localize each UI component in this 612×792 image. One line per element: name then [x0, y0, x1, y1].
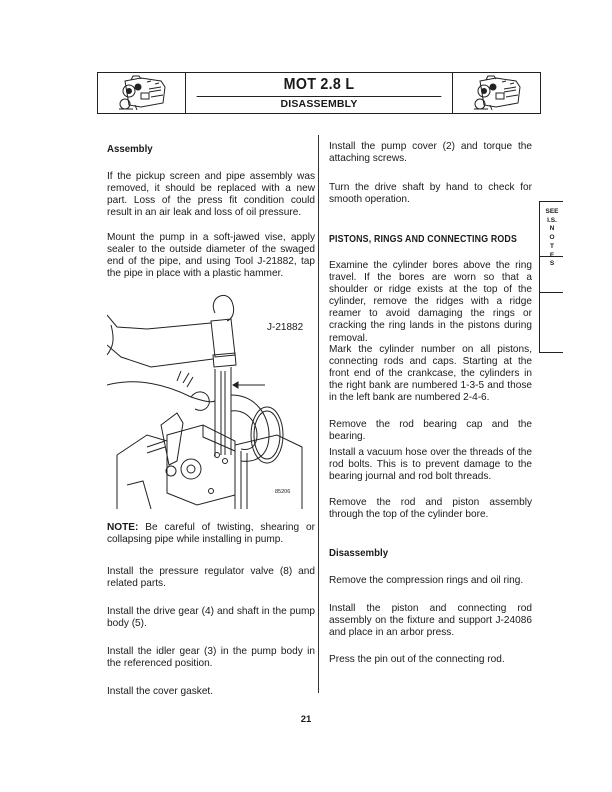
section-heading-pistons: PISTONS, RINGS AND CONNECTING RODS [329, 233, 518, 245]
side-tab-line: O [549, 234, 555, 242]
figure-pump-installation [107, 285, 312, 510]
page-number: 21 [300, 714, 312, 725]
tab-rule [540, 352, 563, 353]
side-tab-line: E [549, 251, 555, 259]
paragraph: Install the pump cover (2) and torque the attaching screws. [329, 141, 532, 165]
section-heading-assembly: Assembly [107, 143, 153, 155]
section-heading-disassembly: Disassembly [329, 547, 389, 559]
paragraph: Remove the rod bearing cap and the bearing. [329, 419, 532, 443]
tab-rule [540, 292, 563, 293]
figure-code: 85206 [275, 489, 291, 495]
paragraph: Turn the drive shaft by hand to check for smooth operation. [329, 182, 532, 206]
side-tab-line: T [550, 242, 554, 250]
paragraph: Remove the rod and piston assembly through the top of the cylinder bore. [329, 497, 532, 521]
engine-logo-right [452, 73, 540, 113]
step-paragraph: Install the pressure regulator valve (8) and related parts. [107, 566, 315, 590]
side-tab-line: SEE [545, 208, 559, 215]
paragraph: Install a vacuum hose over the threads of the rod bolts. This is to prevent damage to the bearing journal and rod bolt threads. [329, 447, 532, 483]
side-tab-label [541, 208, 563, 269]
paragraph: Press the pin out of the connecting rod. [329, 654, 505, 665]
page-title: MOT 2.8 L [197, 73, 442, 97]
engine-logo-left [98, 73, 186, 113]
see-is-notes-tab [539, 201, 563, 353]
header-title-block [186, 73, 452, 113]
note-paragraph [107, 522, 315, 546]
side-tab-line: N [549, 225, 555, 233]
step-paragraph: Install the cover gasket. [107, 686, 214, 697]
column-divider [318, 135, 319, 693]
paragraph: Mount the pump in a soft-jawed vise, apply sealer to the outside diameter of the swaged end of the pipe, and using Tool J-21882, tap the pipe in place with a plastic hammer. [107, 232, 315, 280]
paragraph: Mark the cylinder number on all pistons, connecting rods and caps. Starting at the front end of the crankcase, the cylinders in the right bank are numbered 1-3-5 and those in the left bank are numbered 2-4-6. [329, 344, 532, 404]
paragraph: If the pickup screen and pipe assembly was removed, it should be replaced with a new part. Loss of the press fit condition could result in an air leak and loss of oil pressure. [107, 171, 315, 219]
page-subtitle: DISASSEMBLY [280, 98, 358, 110]
paragraph: Remove the compression rings and oil ring. [329, 575, 524, 586]
side-tab-line: I.S. [547, 216, 557, 224]
paragraph: Examine the cylinder bores above the ring travel. If the bores are worn so that a shoulder or ridge exists at the top of the cylinder, remove the ridges with a ridge reamer to avoid damaging the rings or cracking the ring lands in the pistons during removal. [329, 260, 532, 344]
pump-illustration [107, 285, 312, 510]
figure-callout-label: J-21882 [267, 322, 304, 333]
note-text: Be careful of twisting, shearing or collapsing pipe while installing in pump. [107, 522, 315, 546]
page-header [97, 72, 541, 114]
step-paragraph: Install the idler gear (3) in the pump body in the referenced position. [107, 646, 315, 670]
tab-rule [540, 201, 563, 202]
note-label: NOTE: [107, 522, 139, 533]
paragraph: Install the piston and connecting rod assembly on the fixture and support J-24086 and place in an arbor press. [329, 603, 532, 639]
step-paragraph: Install the drive gear (4) and shaft in the pump body (5). [107, 606, 315, 630]
engine-icon [466, 75, 528, 111]
side-tab-line: S [549, 260, 555, 268]
engine-icon [111, 75, 173, 111]
